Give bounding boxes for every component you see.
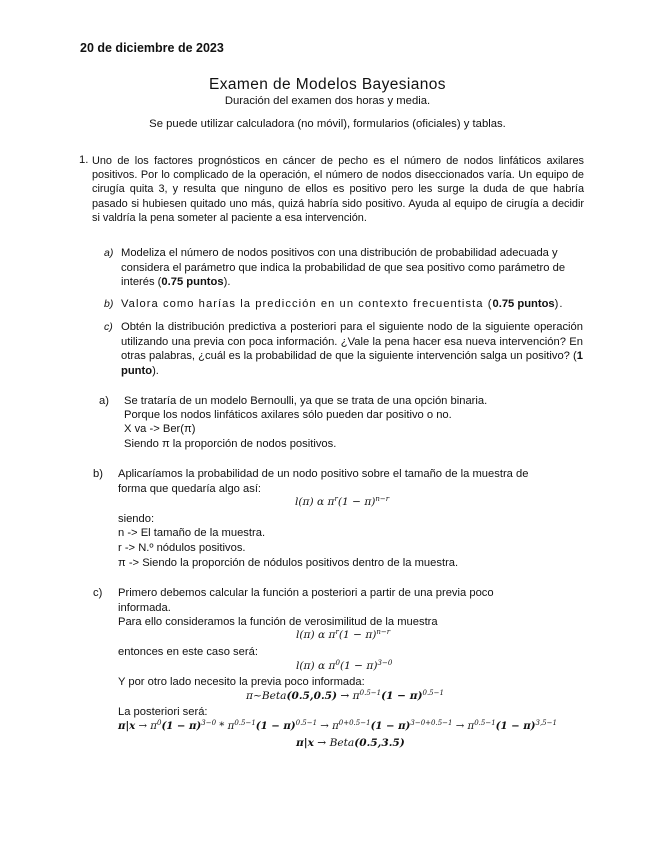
answer-c-label: c) (93, 587, 103, 599)
exam-date: 20 de diciembre de 2023 (80, 41, 224, 55)
answer-b-definition: π -> Siendo la proporción de nódulos positivos dentro de la muestra. (118, 557, 459, 569)
question-number: 1. (79, 154, 89, 166)
formula-posterior-derivation: $\pi|x \to \pi^0(1 - \pi)^{3-0} * \pi^{0.5-1}(1 - \pi)^{0.5-1} \to \pi^{0+0.5-1}(1 - \pi)^{3-0+0.5-1} \to \pi^{0.5-1}(1 - \pi)^{3,5-1}$ (118, 719, 557, 732)
answer-c-line: entonces en este caso será: (118, 646, 258, 658)
formula-likelihood-general: l(π) α $\pi^r(1 - \pi)^{n-r}$ (296, 628, 391, 641)
subquestion-b-text: Valora como harías la predicción en un contexto frecuentista (0.75 puntos). (121, 298, 564, 310)
answer-b-line: Aplicaríamos la probabilidad de un nodo positivo sobre el tamaño de la muestra de (118, 468, 529, 480)
answer-a-label: a) (99, 395, 109, 407)
answer-b-line: siendo: (118, 513, 155, 525)
answer-a-line: X va -> Ber(π) (124, 423, 196, 435)
answer-c-line: Primero debemos calcular la función a posteriori a partir de una previa poco (118, 587, 494, 599)
subquestion-c-text: Obtén la distribución predictiva a posteriori para el siguiente nodo de la siguiente operación utilizando una previa con poca información. ¿Vale la pena hacer esa nueva intervención? En otras palabras, ¿cuál es la probabilidad de que la siguiente intervención salga un positivo? (1 punto). (121, 321, 583, 377)
formula-posterior-result: π|x → Beta(0.5,3.5) (296, 737, 405, 749)
answer-c-line: Para ello consideramos la función de verosimilitud de la muestra (118, 616, 438, 628)
answer-c-line: informada. (118, 602, 171, 614)
answer-b-definition: r -> N.º nódulos positivos. (118, 542, 246, 554)
formula-prior: π~Beta(0.5,0.5) → $\pi^{0.5-1}(1 - \pi)^{0.5-1}$ (246, 689, 444, 702)
answer-b-line: forma que quedaría algo así: (118, 483, 262, 495)
answer-a-line: Se trataría de un modelo Bernoulli, ya que se trata de una opción binaria. (124, 395, 488, 407)
answer-a-line: Siendo π la proporción de nodos positivos. (124, 438, 337, 450)
answer-b-definition: n -> El tamaño de la muestra. (118, 527, 266, 539)
answer-a-line: Porque los nodos linfáticos axilares sólo pueden dar positivo o no. (124, 409, 452, 421)
exam-title: Examen de Modelos Bayesianos (209, 76, 446, 93)
answer-c-line: La posteriori será: (118, 706, 208, 718)
allowed-materials: Se puede utilizar calculadora (no móvil), formularios (oficiales) y tablas. (149, 118, 506, 130)
formula-likelihood: l(π) α $\pi^r(1 - \pi)^{n-r}$ (295, 495, 390, 508)
subquestion-c-label: c) (104, 321, 113, 333)
formula-likelihood-case: l(π) α $\pi^0(1 - \pi)^{3-0}$ (296, 659, 393, 672)
exam-duration: Duración del examen dos horas y media. (224, 95, 431, 107)
question-statement: Uno de los factores prognósticos en cáncer de pecho es el número de nodos linfáticos axilares positivos. Por lo complicado de la operación, el número de nodos diseccionados varía. Un equipo de cirugía quita 3, y resulta que ninguno de ellos es positivo pero les surge la duda de que habría pasado si hubiesen quitado uno más, quizá habría sido positivo. Ayuda al equipo de cirugía a decidir si valdría la pena someter al paciente a esa intervención. (92, 155, 584, 224)
answer-b-label: b) (93, 468, 103, 480)
subquestion-b-label: b) (104, 298, 114, 310)
subquestion-a-label: a) (104, 247, 114, 259)
subquestion-a-text: Modeliza el número de nodos positivos con una distribución de probabilidad adecuada y considera el parámetro que indica la probabilidad de que sea positivo como parámetro de interés (0.75 puntos). (121, 247, 566, 288)
answer-c-line: Y por otro lado necesito la previa poco informada: (118, 676, 365, 688)
